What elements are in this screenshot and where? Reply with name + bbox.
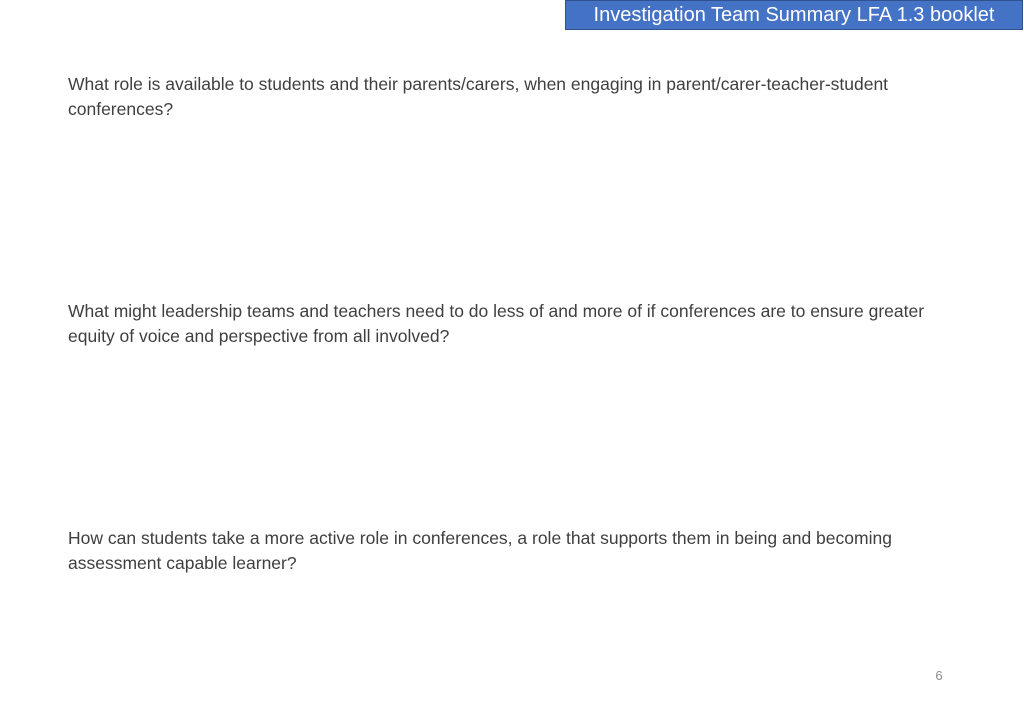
question-3: How can students take a more active role in conferences, a role that supports them in being and becoming assessment capable learner? (68, 528, 892, 573)
page-number: 6 (935, 668, 943, 683)
question-1: What role is available to students and their parents/carers, when engaging in parent/carer-teacher-student conferences? (68, 74, 889, 119)
header-banner-title: Investigation Team Summary LFA 1.3 booklet (565, 0, 1023, 30)
question-2: What might leadership teams and teachers need to do less of and more of if conferences are to ensure greater equity of voice and perspective from all involved? (68, 301, 925, 346)
